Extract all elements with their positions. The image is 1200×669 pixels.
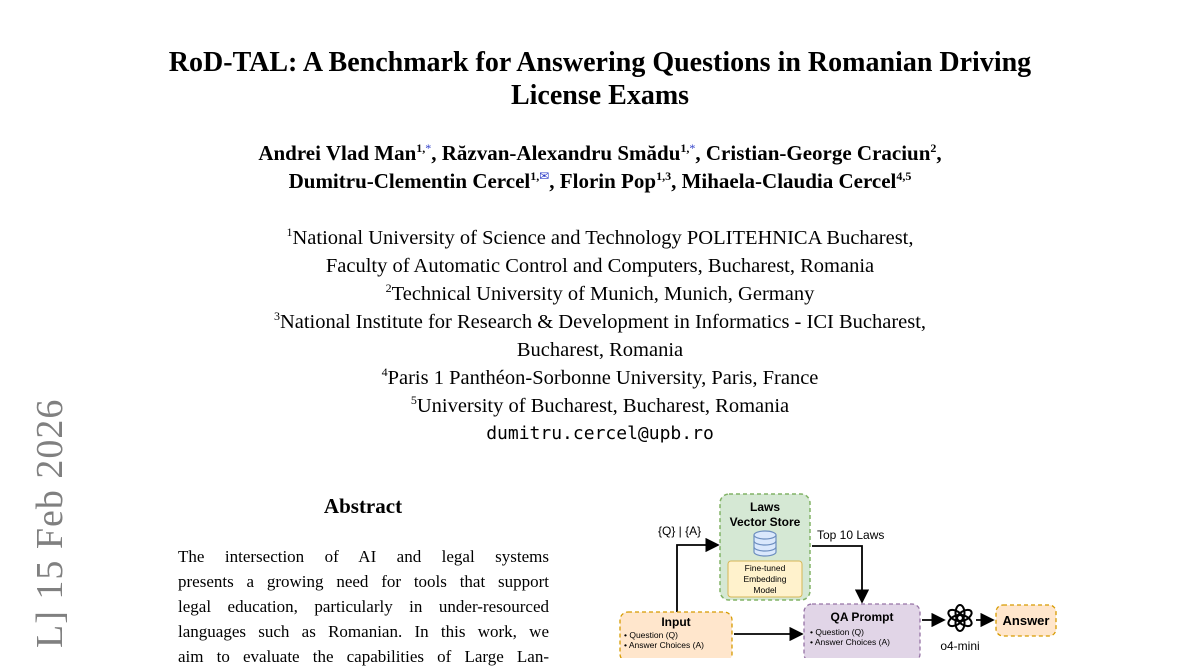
- title-line: License Exams: [510, 80, 690, 111]
- author-name: Andrei Vlad Man: [258, 141, 417, 165]
- affiliations: [100, 224, 1100, 448]
- author-line: [100, 167, 1100, 195]
- embedding-model-label: Model: [753, 585, 777, 595]
- input-item: • Answer Choices (A): [624, 640, 704, 650]
- vector-store-title: Vector Store: [729, 515, 801, 529]
- arrow-input-to-store: [677, 545, 718, 612]
- arxiv-stamp: L] 15 Feb 2026: [29, 398, 71, 648]
- equal-contribution-mark: *: [425, 141, 432, 155]
- affiliation-line: $^2$Technical University of Munich, Munich, Germany: [385, 281, 815, 305]
- equal-contribution-mark: *: [689, 141, 696, 155]
- author-sup: 1,*: [416, 141, 432, 155]
- input-item: • Question (Q): [624, 630, 678, 640]
- author-name: Dumitru-Clementin Cercel: [288, 169, 531, 193]
- author-name: , Cristian-George Craciun: [695, 141, 931, 165]
- prompt-item: • Answer Choices (A): [810, 637, 890, 647]
- database-icon: [754, 531, 776, 556]
- paper-title: [100, 46, 1100, 112]
- abstract-line: The intersection of AI and legal systems: [178, 547, 549, 566]
- affiliation-line: $^5$University of Bucharest, Bucharest, Romania: [410, 393, 790, 417]
- embedding-model-label: Embedding: [743, 574, 787, 584]
- model-label: o4-mini: [940, 639, 980, 653]
- affiliation-line: $^1$National University of Science and Technology POLITEHNICA Bucharest,: [286, 225, 914, 249]
- mail-icon: ✉: [539, 169, 550, 183]
- author-sup: 4,5: [896, 169, 912, 183]
- author-sup: 2: [930, 141, 937, 155]
- author-name: , Mihaela-Claudia Cercel: [671, 169, 897, 193]
- author-sup: 1,*: [680, 141, 696, 155]
- affiliation-line: $^3$National Institute for Research & Development in Informatics - ICI Bucharest,: [273, 309, 927, 333]
- affiliation-line: $^4$Paris 1 Panthéon-Sorbonne University, Paris, France: [381, 365, 819, 389]
- contact-email[interactable]: dumitru.cercel@upb.ro: [486, 423, 714, 444]
- prompt-item: • Question (Q): [810, 627, 864, 637]
- edge-label-top-laws: Top 10 Laws: [817, 528, 885, 542]
- affiliation-line: Bucharest, Romania: [516, 339, 684, 361]
- answer-label: Answer: [1002, 613, 1050, 628]
- affiliation-line: Faculty of Automatic Control and Computers, Bucharest, Romania: [325, 255, 875, 277]
- author-name: , Florin Pop: [549, 169, 657, 193]
- embedding-model-label: Fine-tuned: [744, 563, 786, 573]
- arrow-store-to-prompt: [812, 546, 862, 602]
- author-sup: 1,✉: [530, 169, 550, 183]
- abstract-line: presents a growing need for tools that support: [178, 572, 549, 591]
- title-line: RoD-TAL: A Benchmark for Answering Questions in Romanian Driving: [168, 47, 1032, 78]
- abstract-line: aim to evaluate the capabilities of Large Lan-: [178, 647, 549, 666]
- author-name: , Răzvan-Alexandru Smădu: [431, 141, 681, 165]
- qa-prompt-title: QA Prompt: [830, 610, 894, 624]
- author-sup: 1,3: [656, 169, 672, 183]
- abstract-line: languages such as Romanian. In this work, we: [178, 622, 549, 641]
- openai-logo-icon: [946, 605, 973, 631]
- abstract-heading: Abstract: [323, 494, 403, 518]
- author-list: [100, 139, 1100, 195]
- pipeline-figure: [610, 488, 1070, 658]
- edge-label-query: {Q} | {A}: [658, 524, 702, 538]
- abstract-body: [178, 544, 549, 669]
- author-line: Andrei Vlad Man$^{1,*}$, Răzvan-Alexandru Smădu$^{1,*}$, Cristian-George Craciun$^2$,: [258, 141, 942, 165]
- vector-store-title: Laws: [749, 500, 781, 514]
- abstract-line: legal education, particularly in under-resourced: [178, 597, 549, 616]
- input-title: Input: [661, 615, 691, 629]
